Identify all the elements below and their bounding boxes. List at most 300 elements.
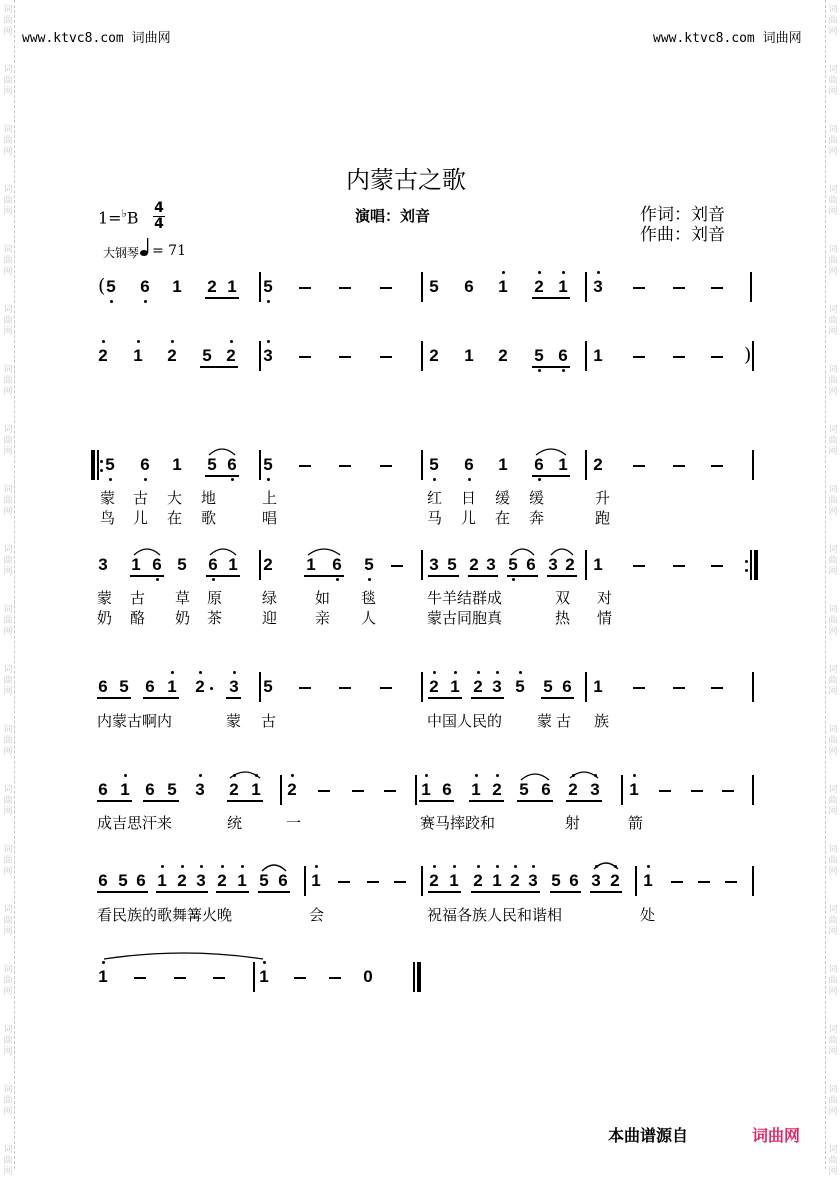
high-octave-dot [538, 271, 541, 274]
source-label: 本曲谱源自 [608, 1126, 689, 1145]
note: 1 [449, 871, 459, 890]
high-octave-dot [171, 340, 174, 343]
high-octave-dot [477, 865, 480, 868]
lyric-syllable: 跑 [595, 509, 611, 527]
note: 5 [519, 780, 529, 799]
paren-open: ( [98, 275, 106, 297]
sustain-dash [380, 465, 392, 467]
sustain-dash [213, 977, 225, 979]
low-octave-dot [538, 478, 541, 481]
note: 2 [195, 677, 205, 696]
slur [593, 860, 619, 870]
high-octave-dot [102, 340, 105, 343]
note: 2 [568, 780, 578, 799]
key-label: 1= [98, 208, 122, 228]
lyric-syllable: 古 [261, 712, 277, 730]
lyric-syllable: 儿 [461, 509, 477, 527]
sustain-dash [691, 790, 703, 792]
edge-watermark-text: 词 曲 网 [828, 5, 838, 37]
low-octave-dot [562, 369, 565, 372]
edge-watermark-text: 词 曲 网 [828, 545, 838, 577]
high-octave-dot [475, 774, 478, 777]
note: 5 [263, 677, 273, 696]
watermark-right[interactable]: www.ktvc8.com 词曲网 [653, 31, 802, 46]
lyric-syllable: 升 [595, 489, 611, 507]
note: 6 [569, 871, 579, 890]
edge-watermark-text: 词 曲 网 [828, 125, 838, 157]
tempo-label: = 71 [152, 243, 186, 259]
barline [585, 672, 587, 702]
note: 1 [498, 455, 508, 474]
quarter-note-icon [140, 237, 150, 261]
note: 6 [140, 455, 150, 474]
lyric-syllable: 箭 [628, 814, 644, 832]
sustain-dash [394, 881, 406, 883]
eighth-underline [200, 366, 238, 368]
sustain-dash [174, 977, 186, 979]
high-octave-dot [230, 340, 233, 343]
high-octave-dot [161, 865, 164, 868]
lyric-syllable: 原 [207, 589, 223, 607]
sustain-dash [299, 687, 311, 689]
edge-watermark-text: 词 曲 网 [828, 65, 838, 97]
high-octave-dot [597, 271, 600, 274]
edge-watermark-text: 词 曲 网 [3, 965, 13, 997]
barline [421, 450, 423, 480]
lyric-syllable: 地 [201, 489, 217, 507]
final-barline [754, 550, 758, 580]
note: 1 [421, 780, 431, 799]
low-octave-dot [468, 478, 471, 481]
final-barline [417, 962, 421, 992]
low-octave-dot [231, 478, 234, 481]
high-octave-dot [171, 671, 174, 674]
barline [304, 866, 306, 896]
high-octave-dot [502, 271, 505, 274]
note: 1 [593, 555, 603, 574]
note: 6 [136, 871, 146, 890]
high-octave-dot [562, 271, 565, 274]
note: 3 [429, 555, 439, 574]
note: 1 [172, 277, 182, 296]
lyric-syllable: 古 [133, 489, 149, 507]
lyric-syllable: 人 [361, 609, 377, 627]
note: 1 [643, 871, 653, 890]
lyric-syllable: 唱 [262, 509, 278, 527]
edge-watermark-text: 词 曲 网 [3, 785, 13, 817]
slur [208, 446, 236, 456]
repeat-dot [745, 569, 748, 572]
low-octave-dot [144, 300, 147, 303]
sustain-dash [294, 977, 306, 979]
eighth-underline [227, 800, 263, 802]
barline [750, 550, 752, 580]
high-octave-dot [267, 340, 270, 343]
edge-watermark-text: 词 曲 网 [828, 665, 838, 697]
lyricist-credit: 作词：刘音 [640, 205, 725, 225]
sustain-dash [338, 881, 350, 883]
sustain-dash [633, 465, 645, 467]
lyric-syllable: 迎 [262, 609, 278, 627]
low-octave-dot [109, 478, 112, 481]
note: 3 [591, 871, 601, 890]
repeat-dot [745, 560, 748, 563]
barline [752, 866, 754, 896]
note: 6 [140, 277, 150, 296]
note: 5 [263, 455, 273, 474]
note: 2 [498, 346, 508, 365]
edge-watermark-text: 词 曲 网 [3, 485, 13, 517]
lyric-syllable: 缓 [529, 489, 545, 507]
watermark-left[interactable]: www.ktvc8.com 词曲网 [22, 31, 171, 46]
lyric-syllable: 儿 [133, 509, 149, 527]
slur [520, 771, 550, 781]
edge-watermark-text: 词 曲 网 [828, 1085, 838, 1117]
slur [209, 546, 237, 556]
note: 5 [118, 871, 128, 890]
lyric-syllable: 蒙古 [537, 712, 576, 730]
lyric-syllable: 茶 [207, 609, 223, 627]
lyric-syllable: 奶 [97, 609, 113, 627]
note: 5 [259, 871, 269, 890]
eighth-underline [517, 800, 553, 802]
edge-watermark-text: 词 曲 网 [828, 1145, 838, 1177]
edge-watermark-text: 词 曲 网 [828, 905, 838, 937]
note: 3 [263, 346, 273, 365]
barline [621, 775, 623, 805]
sustain-dash [711, 565, 723, 567]
barline [421, 272, 423, 302]
note: 2 [226, 346, 236, 365]
singer-credit: 演唱：刘音 [355, 207, 431, 225]
low-octave-dot [110, 300, 113, 303]
high-octave-dot [477, 671, 480, 674]
note: 6 [442, 780, 452, 799]
sustain-dash [711, 356, 723, 358]
low-octave-dot [336, 578, 339, 581]
sustain-dash [722, 790, 734, 792]
paren-close: ) [744, 344, 752, 366]
sustain-dash [134, 977, 146, 979]
note: 1 [167, 677, 177, 696]
lyric-syllable: 古 [130, 589, 146, 607]
note: 2 [263, 555, 273, 574]
note: 1 [311, 871, 321, 890]
high-octave-dot [124, 774, 127, 777]
note: 2 [473, 677, 483, 696]
note: 2 [167, 346, 177, 365]
note: 1 [450, 677, 460, 696]
note: 5 [263, 277, 273, 296]
lyric-syllable: 奶 [175, 609, 191, 627]
low-octave-dot [144, 478, 147, 481]
lyric-syllable: 上 [262, 489, 278, 507]
lyric-syllable: 热 [555, 609, 571, 627]
note: 6 [464, 277, 474, 296]
lyric-phrase: 祝福各族人民和谐相 [427, 906, 563, 924]
sustain-dash [367, 881, 379, 883]
sustain-dash [673, 687, 685, 689]
barline [752, 775, 754, 805]
barline [421, 866, 423, 896]
slur [261, 862, 287, 872]
note: 2 [98, 346, 108, 365]
note: 6 [98, 780, 108, 799]
edge-watermark-text: 词 曲 网 [3, 845, 13, 877]
high-octave-dot [633, 774, 636, 777]
sustain-dash [633, 356, 645, 358]
sustain-dash [318, 790, 330, 792]
low-octave-dot [433, 478, 436, 481]
note: 3 [195, 780, 205, 799]
edge-watermark-text: 词 曲 网 [828, 785, 838, 817]
note: 2 [287, 780, 297, 799]
barline [752, 672, 754, 702]
edge-watermark-text: 词 曲 网 [3, 1085, 13, 1117]
note: 1 [558, 455, 568, 474]
sustain-dash [725, 881, 737, 883]
lyric-syllable: 马 [427, 509, 443, 527]
edge-watermark-text: 词 曲 网 [828, 845, 838, 877]
eighth-underline [97, 800, 132, 802]
slur [569, 769, 599, 779]
lyric-phrase: 赛马摔跤和 [420, 814, 496, 832]
sustain-dash [380, 287, 392, 289]
eighth-underline [428, 891, 461, 893]
eighth-underline [258, 891, 290, 893]
note: 0 [363, 967, 373, 986]
high-octave-dot [453, 865, 456, 868]
lyric-syllable: 牛羊结群成 [427, 589, 503, 607]
barline [585, 450, 587, 480]
sustain-dash [673, 465, 685, 467]
barline [752, 450, 754, 480]
note: 5 [429, 455, 439, 474]
note: 5 [119, 677, 129, 696]
barline [280, 775, 282, 805]
barline [421, 672, 423, 702]
high-octave-dot [532, 865, 535, 868]
eighth-underline [97, 697, 131, 699]
sustain-dash [671, 881, 683, 883]
high-octave-dot [241, 865, 244, 868]
sustain-dash [711, 687, 723, 689]
note: 5 [207, 455, 217, 474]
edge-watermark-text: 词 曲 网 [828, 1025, 838, 1057]
high-octave-dot [496, 671, 499, 674]
note: 5 [364, 555, 374, 574]
flat-sign: ♭ [121, 207, 127, 220]
lyric-syllable: 缓 [495, 489, 511, 507]
lyric-syllable: 草 [175, 589, 191, 607]
barline [635, 866, 637, 896]
eighth-underline [532, 366, 570, 368]
high-octave-dot [315, 865, 318, 868]
sustain-dash [673, 287, 685, 289]
note: 2 [492, 780, 502, 799]
low-octave-dot [538, 369, 541, 372]
instrument-label: 大钢琴 [103, 246, 140, 260]
sustain-dash [329, 977, 341, 979]
high-octave-dot [221, 865, 224, 868]
eighth-underline [428, 575, 459, 577]
edge-watermark-text: 词 曲 网 [3, 305, 13, 337]
time-signature [153, 201, 165, 232]
slur [510, 546, 535, 556]
lyric-syllable: 蒙 [97, 589, 113, 607]
edge-watermark-text: 词 曲 网 [828, 965, 838, 997]
lyric-phrase: 中国人民的 [427, 712, 503, 730]
note: 1 [593, 677, 603, 696]
sustain-dash [633, 287, 645, 289]
barline [253, 962, 255, 992]
lyric-syllable: 对 [597, 589, 613, 607]
brand-link[interactable]: 词曲网 [752, 1126, 801, 1145]
eighth-underline [156, 891, 208, 893]
eighth-underline [428, 697, 462, 699]
note: 6 [145, 677, 155, 696]
eighth-underline [532, 475, 570, 477]
note: 2 [429, 677, 439, 696]
note: 2 [217, 871, 227, 890]
barline [585, 341, 587, 371]
barline [750, 272, 752, 302]
note: 5 [508, 555, 518, 574]
edge-watermark-text: 词 曲 网 [828, 425, 838, 457]
high-octave-dot [263, 961, 266, 964]
note: 2 [469, 555, 479, 574]
sustain-dash [299, 356, 311, 358]
sustain-dash [391, 565, 403, 567]
sustain-dash [339, 287, 351, 289]
low-octave-dot [267, 478, 270, 481]
eighth-underline [419, 800, 454, 802]
eighth-underline [130, 575, 164, 577]
edge-watermark-text: 词 曲 网 [3, 245, 13, 277]
high-octave-dot [102, 961, 105, 964]
note: 3 [229, 677, 239, 696]
high-octave-dot [519, 671, 522, 674]
note: 1 [492, 871, 502, 890]
edge-watermark-text: 词 曲 网 [828, 185, 838, 217]
note: 3 [196, 871, 206, 890]
note: 3 [548, 555, 558, 574]
slur [103, 950, 264, 960]
lyric-syllable: 在 [167, 509, 183, 527]
note: 1 [464, 346, 474, 365]
barline [413, 962, 415, 992]
slur [535, 446, 567, 456]
note: 3 [98, 555, 108, 574]
high-octave-dot [181, 865, 184, 868]
note: 1 [172, 455, 182, 474]
lyric-syllable: 毯 [361, 589, 377, 607]
high-octave-dot [454, 671, 457, 674]
dot-rhythm [210, 687, 213, 690]
edge-watermark-text: 词 曲 网 [3, 1025, 13, 1057]
composer-credit: 作曲：刘音 [640, 225, 725, 245]
note: 6 [98, 871, 108, 890]
note: 5 [515, 677, 525, 696]
low-octave-dot [368, 578, 371, 581]
note: 5 [177, 555, 187, 574]
edge-watermark-text: 词 曲 网 [3, 545, 13, 577]
lyric-syllable: 在 [495, 509, 511, 527]
note: 3 [590, 780, 600, 799]
edge-watermark-text: 词 曲 网 [3, 365, 13, 397]
eighth-underline [304, 575, 344, 577]
sustain-dash [339, 687, 351, 689]
note: 6 [558, 346, 568, 365]
note: 1 [228, 555, 238, 574]
eighth-underline [143, 697, 179, 699]
lyric-syllable: 处 [640, 906, 656, 924]
edge-watermark-text: 词 曲 网 [828, 245, 838, 277]
song-title: 内蒙古之歌 [346, 166, 466, 194]
edge-watermark-text: 词 曲 网 [3, 5, 13, 37]
sustain-dash [711, 465, 723, 467]
high-octave-dot [496, 774, 499, 777]
note: 2 [429, 871, 439, 890]
high-octave-dot [199, 774, 202, 777]
note: 1 [306, 555, 316, 574]
note: 2 [565, 555, 575, 574]
slur [133, 546, 161, 556]
eighth-underline [469, 800, 504, 802]
low-octave-dot [212, 578, 215, 581]
sustain-dash [633, 687, 645, 689]
note: 6 [562, 677, 572, 696]
note: 1 [98, 967, 108, 986]
eighth-underline [468, 575, 498, 577]
high-octave-dot [496, 865, 499, 868]
eighth-underline [205, 475, 239, 477]
note: 5 [543, 677, 553, 696]
edge-watermark-text: 词 曲 网 [3, 665, 13, 697]
note: 2 [429, 346, 439, 365]
edge-watermark-text: 词 曲 网 [3, 125, 13, 157]
edge-watermark-text: 词 曲 网 [3, 725, 13, 757]
note: 6 [278, 871, 288, 890]
lyric-syllable: 会 [309, 906, 325, 924]
lyric-syllable: 蒙古同胞真 [427, 609, 503, 627]
sustain-dash [339, 465, 351, 467]
eighth-underline [143, 800, 179, 802]
high-octave-dot [433, 671, 436, 674]
high-octave-dot [199, 671, 202, 674]
eighth-underline [471, 697, 504, 699]
note: 5 [551, 871, 561, 890]
edge-watermark-text: 词 曲 网 [3, 1145, 13, 1177]
note: 6 [534, 455, 544, 474]
lyric-syllable: 日 [461, 489, 477, 507]
sustain-dash [380, 356, 392, 358]
note: 5 [447, 555, 457, 574]
barline [585, 550, 587, 580]
note: 2 [207, 277, 217, 296]
high-octave-dot [200, 865, 203, 868]
edge-watermark-text: 词 曲 网 [828, 605, 838, 637]
lyric-syllable: 情 [597, 609, 613, 627]
barline [415, 775, 417, 805]
note: 2 [534, 277, 544, 296]
note: 1 [558, 277, 568, 296]
sustain-dash [299, 287, 311, 289]
note: 6 [332, 555, 342, 574]
low-octave-dot [156, 578, 159, 581]
eighth-underline [550, 891, 581, 893]
edge-watermark-text: 词 曲 网 [828, 305, 838, 337]
